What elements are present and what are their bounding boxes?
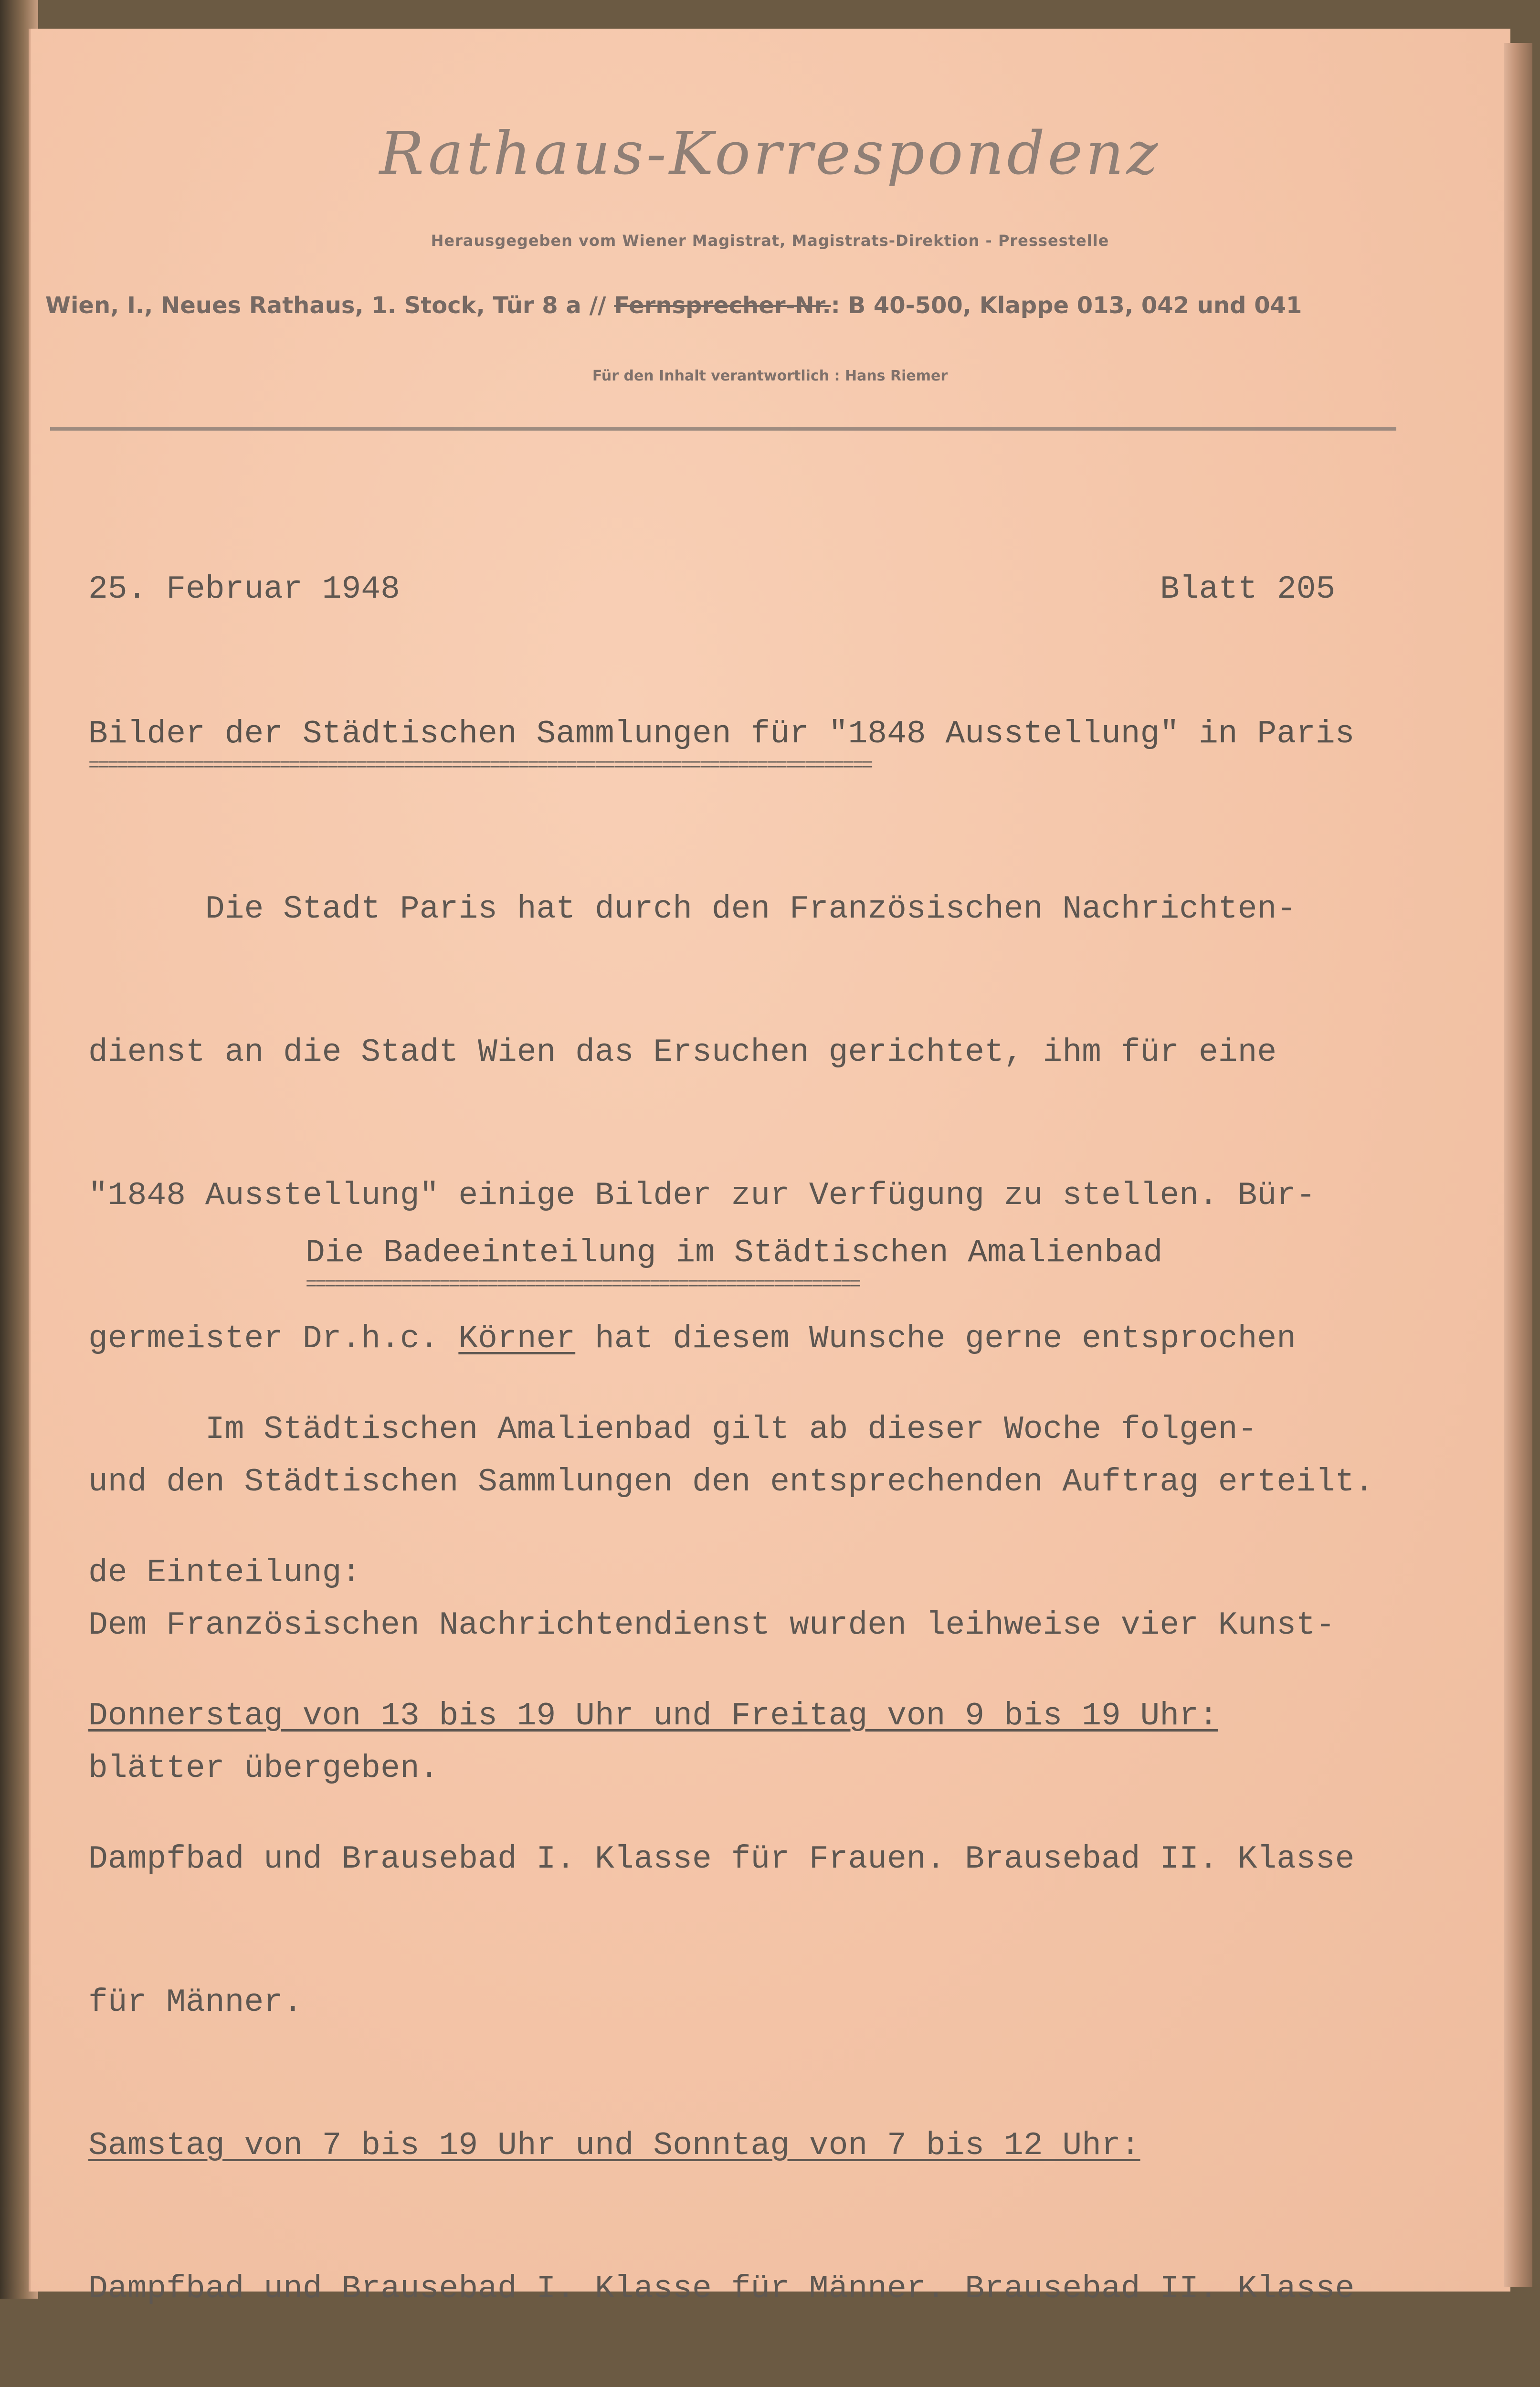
- phone-numbers: : B 40-500, Klappe 013, 042 und 041: [831, 292, 1302, 319]
- article2-body: [88, 1310, 1415, 2387]
- masthead-subtitle: Herausgegeben vom Wiener Magistrat, Magistrats-Direktion - Pressestelle: [431, 232, 1109, 250]
- article1-heading-rule: ==================================================================================: [88, 757, 872, 776]
- article1-line: und den Städtischen Sammlungen den entsprechenden Auftrag erteilt.: [88, 1464, 1374, 1500]
- sheet-number: Blatt 205: [1160, 571, 1336, 608]
- article1-line: Die Stadt Paris hat durch den Französischen Nachrichten-: [88, 891, 1297, 928]
- article1-line: dienst an die Stadt Wien das Ersuchen gerichtet, ihm für eine: [88, 1034, 1277, 1071]
- masthead-responsible: Für den Inhalt verantwortlich : Hans Riemer: [592, 368, 948, 384]
- schedule1-heading: [88, 1692, 1415, 1740]
- address-text: Wien, I., Neues Rathaus, 1. Stock, Tür 8 a //: [45, 292, 606, 319]
- masthead-title: Rathaus-Korrespondenz: [379, 119, 1161, 188]
- schedule2-line: Dampfbad und Brausebad I. Klasse für Männer. Brausebad II. Klasse: [88, 2271, 1355, 2307]
- article2-heading-rule: ==========================================================: [306, 1276, 860, 1295]
- article2-intro-line: de Einteilung:: [88, 1554, 361, 1591]
- article2-intro-line: Im Städtischen Amalienbad gilt ab dieser Woche folgen-: [88, 1411, 1257, 1448]
- schedule2-heading: [88, 2122, 1415, 2170]
- article1-heading: Bilder der Städtischen Sammlungen für "1848 Ausstellung" in Paris: [88, 716, 1355, 752]
- schedule1-heading-text: Donnerstag von 13 bis 19 Uhr und Freitag von 9 bis 19 Uhr:: [88, 1698, 1218, 1734]
- issue-date: 25. Februar 1948: [88, 571, 400, 608]
- article2-heading: Die Badeeinteilung im Städtischen Amalienbad: [306, 1235, 1163, 1271]
- article1-line: Dem Französischen Nachrichtendienst wurden leihweise vier Kunst-: [88, 1607, 1335, 1644]
- article1-line-start: germeister Dr.h.c.: [88, 1320, 459, 1357]
- article1-line-end: hat diesem Wunsche gerne entsprochen: [575, 1320, 1297, 1357]
- phone-label: Fernsprecher-Nr.: [614, 292, 831, 319]
- masthead-address: [45, 292, 1401, 319]
- masthead-rule: [50, 427, 1396, 431]
- mayor-name: Körner: [458, 1320, 576, 1357]
- schedule1-line: Dampfbad und Brausebad I. Klasse für Frauen. Brausebad II. Klasse: [88, 1841, 1355, 1878]
- article1-line: blätter übergeben.: [88, 1750, 439, 1787]
- schedule2-heading-text: Samstag von 7 bis 19 Uhr und Sonntag von 7 bis 12 Uhr:: [88, 2127, 1140, 2164]
- schedule1-line: für Männer.: [88, 1984, 303, 2021]
- article1-line: "1848 Ausstellung" einige Bilder zur Verfügung zu stellen. Bür-: [88, 1177, 1316, 1214]
